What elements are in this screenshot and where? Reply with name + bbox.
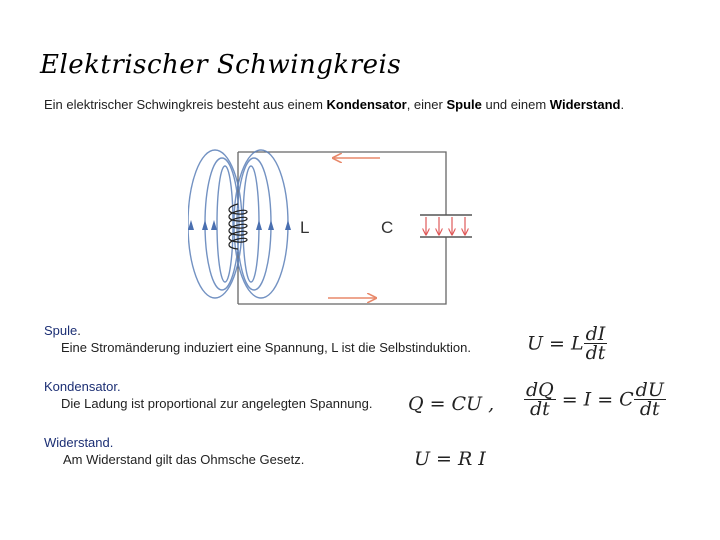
formula-kondensator-charge <box>408 393 494 415</box>
formula-kondensator-current <box>524 381 666 418</box>
formula-widerstand <box>414 448 486 470</box>
item-widerstand <box>44 434 304 468</box>
intro-kondensator: Kondensator <box>326 97 407 112</box>
formula-spule-coef: L <box>570 332 584 355</box>
capacitor-plates <box>420 215 472 237</box>
item-spule-heading: Spule <box>44 323 78 338</box>
intro-text <box>44 97 624 112</box>
formula-kond-mid: I <box>583 388 592 411</box>
formula-kond-den2: dt <box>639 398 660 420</box>
formula-spule-num: dI <box>585 323 606 345</box>
lc-circuit-diagram <box>188 140 483 310</box>
intro-mid1: , einer <box>406 97 447 112</box>
inductor-label: L <box>300 218 310 237</box>
formula-kond-num2: dU <box>635 379 664 401</box>
formula-kond-rhs: CU , <box>451 393 495 415</box>
formula-wid-lhs: U <box>414 448 431 470</box>
item-spule-desc: Eine Stromänderung induziert eine Spannung, L ist die Selbstinduktion. <box>61 340 472 355</box>
formula-kond-lhs: Q <box>408 393 424 415</box>
formula-wid-eq: = <box>436 448 452 470</box>
item-kondensator-desc: Die Ladung ist proportional zur angelegten Spannung. <box>61 396 373 411</box>
item-kondensator <box>44 378 373 412</box>
item-widerstand-heading: Widerstand. <box>44 435 114 450</box>
formula-kond-eq3: = <box>597 388 614 411</box>
formula-kond-coef: C <box>619 388 634 411</box>
formula-spule-eq: = <box>549 332 565 355</box>
formula-wid-rhs: R I <box>457 448 486 470</box>
formula-spule-den: dt <box>585 342 606 364</box>
formula-spule-lhs: U <box>527 332 544 355</box>
formula-kond-num1: dQ <box>526 379 554 401</box>
inductor-coil-icon <box>229 204 247 249</box>
item-spule <box>44 322 471 356</box>
formula-kond-eq2: = <box>561 388 578 411</box>
formula-kond-eq: = <box>429 393 446 415</box>
intro-end: . <box>620 97 625 112</box>
capacitor-label: C <box>381 218 394 237</box>
formula-kond-den1: dt <box>529 398 550 420</box>
item-spule-heading-punct: . <box>77 323 81 338</box>
capacitor-field-arrows <box>426 217 465 234</box>
intro-mid2: und einem <box>481 97 550 112</box>
intro-widerstand: Widerstand <box>549 97 621 112</box>
item-kondensator-heading: Kondensator. <box>44 379 121 394</box>
formula-spule <box>527 325 607 362</box>
item-widerstand-desc: Am Widerstand gilt das Ohmsche Gesetz. <box>63 452 305 467</box>
page-title: Elektrischer Schwingkreis <box>40 50 402 80</box>
intro-spule: Spule <box>446 97 482 112</box>
intro-before: Ein elektrischer Schwingkreis besteht aus einem <box>44 97 327 112</box>
